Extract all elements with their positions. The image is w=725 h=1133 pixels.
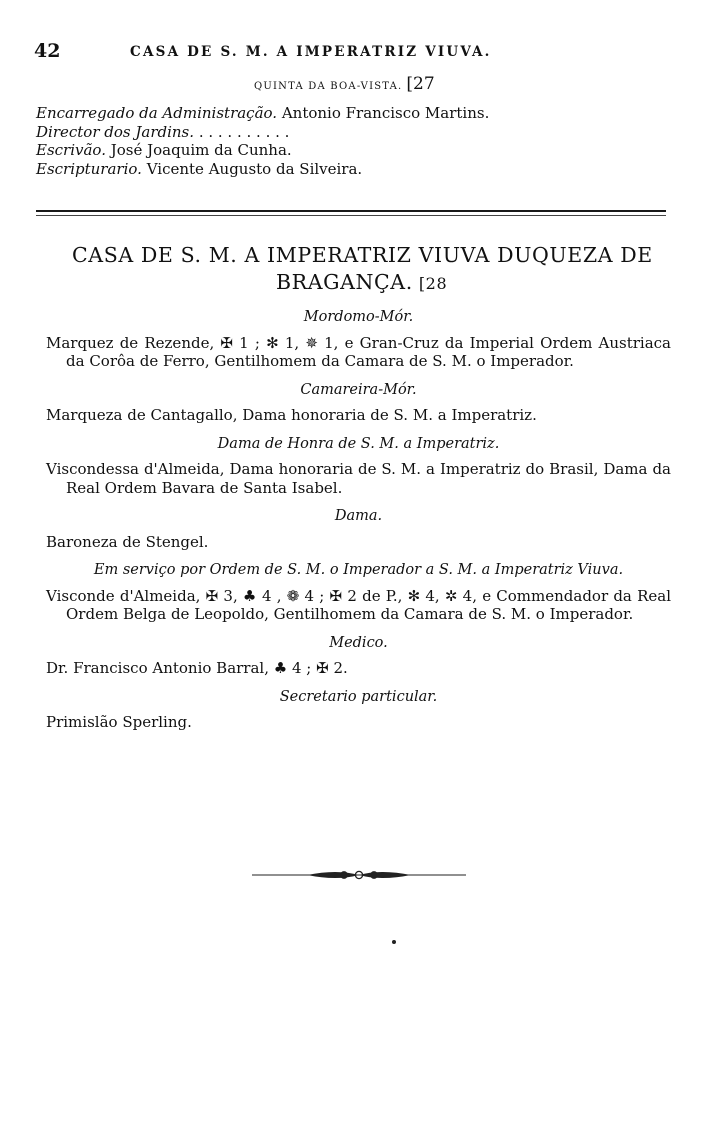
section-title — [72, 242, 652, 297]
subsection-heading — [254, 74, 435, 94]
ornament-divider — [252, 867, 466, 883]
footnote-ref: [27 — [406, 74, 435, 94]
official-name: Antonio Francisco Martins. — [281, 104, 490, 122]
office-title: Dama de Honra de S. M. a Imperatriz. — [217, 435, 500, 452]
officials-list — [36, 104, 676, 178]
official-entry — [36, 104, 676, 123]
stray-mark — [392, 940, 396, 944]
office-title: Medico. — [329, 634, 388, 651]
official-name: Vicente Augusto da Silveira. — [146, 159, 363, 178]
office-holder: Marqueza de Cantagallo, Dama honoraria de S. M. a Imperatriz. — [46, 406, 537, 424]
subsection-title: QUINTA DA BOA-VISTA. — [254, 81, 403, 92]
office-title: Camareira-Mór. — [300, 381, 417, 398]
official-role: Escripturario. — [36, 159, 142, 178]
page-number: 42 — [34, 40, 61, 62]
office-title: Em serviço por Ordem de S. M. o Imperador a S. M. a Imperatriz Viuva. — [93, 562, 624, 578]
office-title: Dama. — [334, 508, 383, 524]
office-title: Secretario particular. — [279, 688, 438, 705]
office-holder: Marquez de Rezende, ✠ 1 ; ✻ 1, ✵ 1, e Gran-Cruz da Imperial Ordem Austriaca da Corôa de Ferro, Gentilhomem da Camara de S. M. o Imperador. — [46, 333, 671, 370]
running-title: CASA DE S. M. A IMPERATRIZ VIUVA. — [130, 44, 492, 60]
official-name: José Joaquim da Cunha. — [110, 141, 292, 159]
double-rule-top — [36, 210, 666, 212]
office-holder: Dr. Francisco Antonio Barral, ♣ 4 ; ✠ 2. — [46, 659, 348, 677]
running-header — [0, 40, 725, 64]
office-holder: Visconde d'Almeida, ✠ 3, ♣ 4 , ❁ 4 ; ✠ 2 de P., ✻ 4, ✲ 4, e Commendador da Real Ordem Belga de Leopoldo, Gentilhomem da Camara de S. M. o Imperador. — [46, 586, 671, 623]
household-list — [46, 308, 671, 742]
office-title: Mordomo-Mór. — [303, 309, 414, 325]
section-title-line2-wrap — [72, 269, 652, 297]
double-rule-bottom — [36, 215, 666, 216]
section-title-line1: CASA DE S. M. A IMPERATRIZ VIUVA DUQUEZA DE — [72, 243, 653, 267]
section-title-line2: BRAGANÇA. — [276, 270, 413, 294]
official-entry — [36, 141, 676, 160]
official-role: Encarregado da Administração. — [36, 104, 278, 122]
section-footnote-ref: [28 — [418, 274, 448, 293]
office-holder: Primislão Sperling. — [46, 713, 192, 731]
official-role: Director dos Jardins. — [36, 122, 195, 141]
official-role: Escrivão. — [36, 141, 106, 159]
official-entry — [36, 160, 676, 179]
office-holder: Baroneza de Stengel. — [46, 532, 209, 551]
office-holder: Viscondessa d'Almeida, Dama honoraria de S. M. a Imperatriz do Brasil, Dama da Real Ordem Bavara de Santa Isabel. — [46, 460, 671, 497]
official-entry — [36, 123, 676, 142]
official-name: . . . . . . . . . . — [198, 122, 290, 141]
